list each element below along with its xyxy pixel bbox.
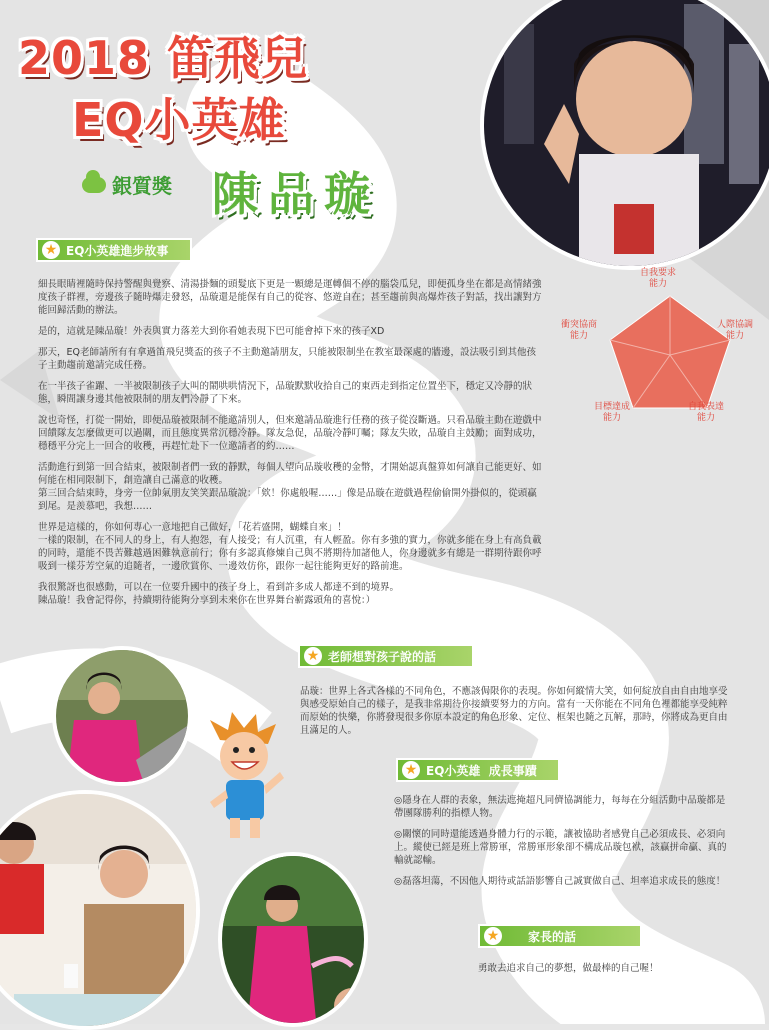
activity-photo-umbrella xyxy=(52,646,192,786)
story-paragraph: 在一半孩子雀躍、一半被限制孩子大叫的鬧哄哄情況下，品璇默默收拾自己的東西走到指定位置坐下，穩定又冷靜的狀態，瞬間讓身邊其他被限制的朋友們冷靜了下來。 xyxy=(38,381,533,405)
star-icon: ★ xyxy=(42,241,60,259)
growth-item: ◎關懷的同時還能透過身體力行的示範，讓被協助者感覺自己必須成長、必須向上。縱使已經是班上常勝軍，常勝軍形象卻不構成品璇包袱，該贏拼命贏、真的輸就認輸。 xyxy=(394,829,727,866)
story-paragraph: 活動進行到第一回合結束，被限制者們一致的靜默，每個人望向品璇收穫的金幣，才開始認真盤算如何讓自己能更好、如何能在相同限制下，創造讓自己滿意的收穫。 第三回合結束時，身旁一位帥氣朋友笑笑跟品璇說：「欸！你處般喔……」像是品璇在遊戲過程偷偷開外掛似的，從頭贏到尾。是羨慕吧，我想…… xyxy=(38,462,542,512)
parent-body: 勇敢去追求自己的夢想，做最棒的自己喔！ xyxy=(478,963,659,974)
story-paragraph: 世界是這樣的，你如何專心一意地把自己做好，「花若盛開，蝴蝶自來」！ 一樣的限制，在不同人的身上，有人抱怨，有人接受；有人沉重，有人輕盈。你有多強的實力，你就多能在身上有高負載的同時，還能不畏苦難越過困難執意前行；你有多認真修煉自己與不將期待加諸他人，你身邊就多有總是一群期待跟你呼吸到一樣芬芳空氣的追隨者，一邊欣賞你、一邊效仿你，跟你一起往能夠更好的路前進。 xyxy=(38,522,542,572)
title-line-2: EQ小英雄 xyxy=(72,93,286,147)
radar-label-interpersonal: 人際協調 能力 xyxy=(716,320,753,341)
activity-photo-raincoat xyxy=(218,852,368,1027)
story-paragraph: 細長眼睛裡隨時保持警醒與覺察、清湯掛麵的頭髮底下更是一顆總是運轉個不停的腦袋瓜兒，即便孤身坐在都是高情緒強度孩子群裡，旁邊孩子隨時爆走發怒，品璇還是能保有自己的從容、悠遊自在；甚至趨前與高爆炸孩子對話，找出讓對方能回歸活動的辦法。 xyxy=(38,279,542,316)
parent-heading xyxy=(478,924,642,948)
teacher-heading-label: 老師想對孩子說的話 xyxy=(328,649,437,664)
story-heading xyxy=(36,238,192,262)
growth-heading-label: EQ小英雄 成長事蹟 xyxy=(426,763,537,778)
teacher-heading xyxy=(298,644,474,668)
cartoon-boy-illustration xyxy=(200,710,290,845)
story-body xyxy=(38,278,544,615)
radar-label-goal: 目標達成 能力 xyxy=(593,402,630,423)
teacher-body: 品璇：世界上各式各樣的不同角色，不應該侷限你的表現。你如何縱情大笑，如何綻放自由自由地享受與感受原始自己的樣子，是我非常期待你接續要努力的方向。當有一天你能在不同角色裡都能享受純粹而原始的快樂，你將發現很多你原本設定的角色形象、定位、框架也隨之瓦解，那時，你將成為更自由且滿足的人。 xyxy=(300,686,728,736)
radar-label-expression: 自我表達 能力 xyxy=(687,402,724,423)
growth-body xyxy=(394,794,734,896)
radar-label-conflict: 衝突協商 能力 xyxy=(560,320,597,341)
award-row xyxy=(82,170,172,199)
award-label: 銀質獎 xyxy=(112,174,172,198)
growth-heading xyxy=(396,758,560,782)
title-line-1: 2018 笛飛兒 xyxy=(18,31,309,85)
student-name: 陳品璇 xyxy=(212,167,380,221)
story-paragraph: 那天，EQ老師請所有有拿過笛飛兒獎盃的孩子不主動邀請朋友，只能被限制坐在教室最深處的牆邊，設法吸引到其他孩子主動趨前邀請完成任務。 xyxy=(38,347,536,371)
story-paragraph: 我很驚訝也很感動，可以在一位要升國中的孩子身上，看到許多成人都達不到的境界。 陳品璇！我會記得你，持續期待能夠分享到未來你在世界舞台嶄露頭角的喜悅：） xyxy=(38,582,400,606)
story-heading-label: EQ小英雄進步故事 xyxy=(66,243,169,258)
story-paragraph: 說也奇怪，打從一開始，即便品璇被限制不能邀請別人，但來邀請品璇進行任務的孩子從沒斷過。只看品璇主動在遊戲中回饋隊友怎麼做更可以過關，而且態度異常沉穩冷靜。隊友急促，品璇冷靜叮囑；隊友失敗，品璇自主鼓勵；面對成功，穩穩平分完上一回合的收穫，再趕忙赴下一位邀請者的約…… xyxy=(38,415,542,452)
growth-item: ◎磊落坦蕩，不因他人期待或話語影響自己誠實做自己、坦率追求成長的態度！ xyxy=(394,876,726,887)
parent-heading-label: 家長的話 xyxy=(528,929,577,944)
cloud-icon xyxy=(82,177,106,193)
story-paragraph: 是的，這就是陳品璇！外表與實力落差大到你看她表現下巴可能會掉下來的孩子XD xyxy=(38,326,385,337)
star-icon: ★ xyxy=(484,927,502,945)
growth-item: ◎隱身在人群的表象，無法遮掩超凡同儕協調能力，每每在分組活動中品璇都是帶團隊勝利的指標人物。 xyxy=(394,795,726,819)
star-icon: ★ xyxy=(402,761,420,779)
radar-label-self-demand: 自我要求 能力 xyxy=(639,268,676,289)
star-icon: ★ xyxy=(304,647,322,665)
